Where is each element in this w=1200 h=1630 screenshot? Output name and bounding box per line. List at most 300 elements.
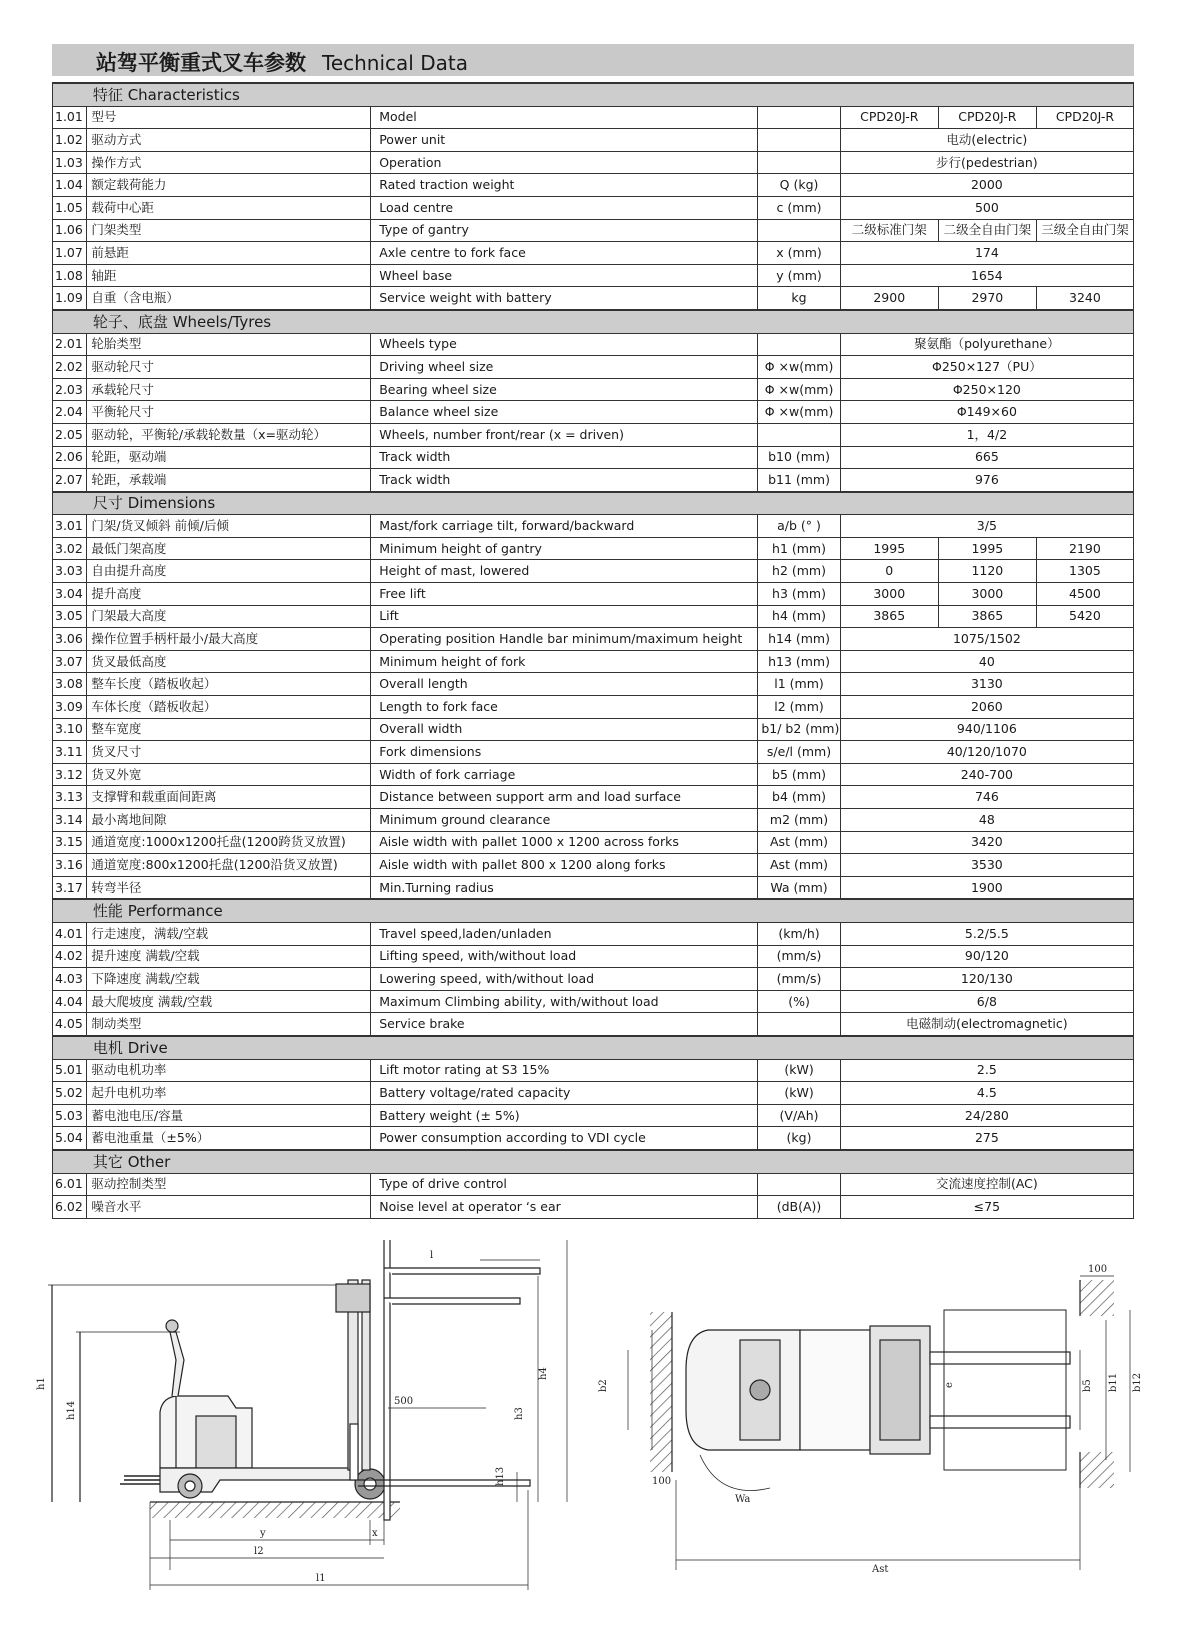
row-label-zh: 操作位置手柄杆最小/最大高度 bbox=[87, 628, 371, 651]
table-row bbox=[53, 1013, 1134, 1036]
row-value: CPD20J-R bbox=[938, 106, 1036, 129]
row-label-zh: 驱动控制类型 bbox=[87, 1173, 371, 1196]
table-row bbox=[53, 876, 1134, 899]
row-label-zh: 驱动轮，平衡轮/承载轮数量（x=驱动轮） bbox=[87, 423, 371, 446]
row-unit: b1/ b2 (mm) bbox=[758, 718, 840, 741]
row-number: 1.04 bbox=[53, 174, 87, 197]
row-number: 1.06 bbox=[53, 219, 87, 242]
row-label-en: Bearing wheel size bbox=[371, 378, 758, 401]
spec-table bbox=[52, 82, 1134, 1219]
row-number: 3.15 bbox=[53, 831, 87, 854]
row-label-en: Wheels type bbox=[371, 333, 758, 356]
row-unit bbox=[758, 219, 840, 242]
section-spacer bbox=[53, 1150, 87, 1173]
row-label-en: Balance wheel size bbox=[371, 401, 758, 424]
row-number: 3.02 bbox=[53, 537, 87, 560]
row-number: 1.02 bbox=[53, 129, 87, 152]
row-unit: (dB(A)) bbox=[758, 1196, 840, 1219]
row-value: 40/120/1070 bbox=[840, 741, 1133, 764]
row-unit: m2 (mm) bbox=[758, 809, 840, 832]
row-value: 940/1106 bbox=[840, 718, 1133, 741]
row-number: 3.14 bbox=[53, 809, 87, 832]
row-unit bbox=[758, 106, 840, 129]
row-label-zh: 平衡轮尺寸 bbox=[87, 401, 371, 424]
row-number: 2.03 bbox=[53, 378, 87, 401]
row-label-zh: 门架类型 bbox=[87, 219, 371, 242]
row-label-zh: 货叉外宽 bbox=[87, 763, 371, 786]
table-row bbox=[53, 696, 1134, 719]
row-unit: (kg) bbox=[758, 1127, 840, 1150]
row-unit bbox=[758, 423, 840, 446]
row-label-en: Axle centre to fork face bbox=[371, 242, 758, 265]
row-label-zh: 货叉尺寸 bbox=[87, 741, 371, 764]
table-row bbox=[53, 129, 1134, 152]
row-unit: Ast (mm) bbox=[758, 831, 840, 854]
row-label-en: Operation bbox=[371, 151, 758, 174]
table-row bbox=[53, 628, 1134, 651]
row-label-zh: 提升速度 满载/空载 bbox=[87, 945, 371, 968]
table-row bbox=[53, 242, 1134, 265]
table-row bbox=[53, 945, 1134, 968]
row-value: 3530 bbox=[840, 854, 1133, 877]
row-label-zh: 额定载荷能力 bbox=[87, 174, 371, 197]
row-value: 2060 bbox=[840, 696, 1133, 719]
row-number: 4.04 bbox=[53, 990, 87, 1013]
row-label-en: Track width bbox=[371, 446, 758, 469]
table-row bbox=[53, 401, 1134, 424]
row-value: 746 bbox=[840, 786, 1133, 809]
row-label-zh: 起升电机功率 bbox=[87, 1082, 371, 1105]
row-label-en: Travel speed,laden/unladen bbox=[371, 922, 758, 945]
section-header bbox=[53, 1036, 1134, 1059]
table-row bbox=[53, 922, 1134, 945]
section-title: 电机 Drive bbox=[87, 1036, 1134, 1059]
row-value: 3000 bbox=[840, 583, 938, 606]
row-unit: (km/h) bbox=[758, 922, 840, 945]
top-dimension-label: b2 bbox=[598, 1379, 609, 1392]
row-value: ≤75 bbox=[840, 1196, 1133, 1219]
row-label-zh: 轮距，驱动端 bbox=[87, 446, 371, 469]
top-dimension-label: Wa bbox=[735, 1494, 751, 1505]
row-unit: h2 (mm) bbox=[758, 560, 840, 583]
top-dimension-label: b12 bbox=[1132, 1372, 1143, 1392]
row-unit: h4 (mm) bbox=[758, 605, 840, 628]
table-row bbox=[53, 1127, 1134, 1150]
row-value: 3000 bbox=[938, 583, 1036, 606]
top-view-drawing bbox=[598, 1264, 1143, 1575]
row-value: 3240 bbox=[1036, 287, 1133, 310]
table-row bbox=[53, 1059, 1134, 1082]
section-spacer bbox=[53, 492, 87, 515]
row-value: 1654 bbox=[840, 264, 1133, 287]
row-value: 275 bbox=[840, 1127, 1133, 1150]
row-unit: (kW) bbox=[758, 1059, 840, 1082]
section-spacer bbox=[53, 83, 87, 106]
row-label-zh: 行走速度，满载/空载 bbox=[87, 922, 371, 945]
row-number: 5.02 bbox=[53, 1082, 87, 1105]
row-number: 5.04 bbox=[53, 1127, 87, 1150]
table-row bbox=[53, 219, 1134, 242]
row-label-zh: 前悬距 bbox=[87, 242, 371, 265]
table-row bbox=[53, 106, 1134, 129]
row-value: 5.2/5.5 bbox=[840, 922, 1133, 945]
table-row bbox=[53, 515, 1134, 538]
row-label-zh: 承载轮尺寸 bbox=[87, 378, 371, 401]
table-row bbox=[53, 831, 1134, 854]
row-unit: b10 (mm) bbox=[758, 446, 840, 469]
row-unit: b11 (mm) bbox=[758, 469, 840, 492]
section-title: 轮子、底盘 Wheels/Tyres bbox=[87, 310, 1134, 333]
row-value: 976 bbox=[840, 469, 1133, 492]
side-dimension-label: h14 bbox=[66, 1400, 77, 1420]
table-row bbox=[53, 378, 1134, 401]
row-unit bbox=[758, 333, 840, 356]
row-label-en: Width of fork carriage bbox=[371, 763, 758, 786]
side-dimension-label: l bbox=[430, 1250, 434, 1261]
row-label-en: Power consumption according to VDI cycle bbox=[371, 1127, 758, 1150]
table-row bbox=[53, 151, 1134, 174]
section-header bbox=[53, 310, 1134, 333]
row-label-en: Height of mast, lowered bbox=[371, 560, 758, 583]
row-label-en: Service weight with battery bbox=[371, 287, 758, 310]
row-number: 3.16 bbox=[53, 854, 87, 877]
row-number: 4.01 bbox=[53, 922, 87, 945]
row-value: 1，4/2 bbox=[840, 423, 1133, 446]
row-value: 2190 bbox=[1036, 537, 1133, 560]
row-number: 3.04 bbox=[53, 583, 87, 606]
row-unit: (V/Ah) bbox=[758, 1104, 840, 1127]
row-unit: h13 (mm) bbox=[758, 650, 840, 673]
row-value: 1305 bbox=[1036, 560, 1133, 583]
row-unit: x (mm) bbox=[758, 242, 840, 265]
row-value: 2.5 bbox=[840, 1059, 1133, 1082]
section-title: 尺寸 Dimensions bbox=[87, 492, 1134, 515]
row-unit: Φ ×w(mm) bbox=[758, 356, 840, 379]
side-dimension-label: l1 bbox=[316, 1573, 326, 1584]
row-label-zh: 提升高度 bbox=[87, 583, 371, 606]
row-number: 2.02 bbox=[53, 356, 87, 379]
row-value: 120/130 bbox=[840, 968, 1133, 991]
row-label-en: Mast/fork carriage tilt, forward/backward bbox=[371, 515, 758, 538]
row-number: 3.06 bbox=[53, 628, 87, 651]
row-label-en: Model bbox=[371, 106, 758, 129]
section-header bbox=[53, 1150, 1134, 1173]
table-row bbox=[53, 990, 1134, 1013]
row-value: 3865 bbox=[840, 605, 938, 628]
row-value: 聚氨酯（polyurethane） bbox=[840, 333, 1133, 356]
section-spacer bbox=[53, 1036, 87, 1059]
table-row bbox=[53, 537, 1134, 560]
table-row bbox=[53, 1082, 1134, 1105]
table-row bbox=[53, 650, 1134, 673]
row-unit bbox=[758, 129, 840, 152]
section-title: 性能 Performance bbox=[87, 899, 1134, 922]
row-value: 3420 bbox=[840, 831, 1133, 854]
row-unit: Wa (mm) bbox=[758, 876, 840, 899]
row-value: 3/5 bbox=[840, 515, 1133, 538]
row-value: 665 bbox=[840, 446, 1133, 469]
row-value: 2900 bbox=[840, 287, 938, 310]
row-value: 3130 bbox=[840, 673, 1133, 696]
row-value: 1995 bbox=[840, 537, 938, 560]
row-label-zh: 自重（含电瓶） bbox=[87, 287, 371, 310]
row-value: 1995 bbox=[938, 537, 1036, 560]
row-label-en: Wheels, number front/rear (x = driven) bbox=[371, 423, 758, 446]
table-row bbox=[53, 673, 1134, 696]
row-number: 4.05 bbox=[53, 1013, 87, 1036]
row-label-en: Free lift bbox=[371, 583, 758, 606]
table-row bbox=[53, 174, 1134, 197]
row-label-zh: 轮胎类型 bbox=[87, 333, 371, 356]
row-unit: kg bbox=[758, 287, 840, 310]
row-number: 2.04 bbox=[53, 401, 87, 424]
drawings bbox=[0, 1240, 1200, 1630]
row-unit: Q (kg) bbox=[758, 174, 840, 197]
row-value: 交流速度控制(AC) bbox=[840, 1173, 1133, 1196]
row-number: 1.07 bbox=[53, 242, 87, 265]
row-label-zh: 通道宽度:800x1200托盘(1200沿货叉放置) bbox=[87, 854, 371, 877]
top-dimension-label: e bbox=[944, 1382, 955, 1388]
row-label-zh: 整车长度（踏板收起） bbox=[87, 673, 371, 696]
row-value: 24/280 bbox=[840, 1104, 1133, 1127]
row-value: 二级标准门架 bbox=[840, 219, 938, 242]
row-value: 500 bbox=[840, 196, 1133, 219]
row-label-zh: 最小离地间隙 bbox=[87, 809, 371, 832]
row-label-zh: 整车宽度 bbox=[87, 718, 371, 741]
row-number: 3.07 bbox=[53, 650, 87, 673]
table-row bbox=[53, 423, 1134, 446]
row-unit bbox=[758, 1173, 840, 1196]
row-number: 3.09 bbox=[53, 696, 87, 719]
row-label-en: Rated traction weight bbox=[371, 174, 758, 197]
row-value: 240-700 bbox=[840, 763, 1133, 786]
row-number: 3.08 bbox=[53, 673, 87, 696]
row-label-en: Aisle width with pallet 1000 x 1200 across forks bbox=[371, 831, 758, 854]
row-label-zh: 最低门架高度 bbox=[87, 537, 371, 560]
title-en: Technical Data bbox=[322, 51, 468, 75]
row-number: 1.01 bbox=[53, 106, 87, 129]
table-row bbox=[53, 287, 1134, 310]
side-dimension-label: y bbox=[260, 1528, 266, 1539]
row-label-zh: 转弯半径 bbox=[87, 876, 371, 899]
row-label-zh: 支撑臂和载重面间距离 bbox=[87, 786, 371, 809]
row-number: 6.01 bbox=[53, 1173, 87, 1196]
row-label-en: Lowering speed, with/without load bbox=[371, 968, 758, 991]
row-label-en: Battery weight (± 5%) bbox=[371, 1104, 758, 1127]
top-dimension-label: 100 bbox=[652, 1476, 672, 1487]
table-row bbox=[53, 446, 1134, 469]
row-unit: (kW) bbox=[758, 1082, 840, 1105]
row-number: 2.01 bbox=[53, 333, 87, 356]
section-header bbox=[53, 492, 1134, 515]
row-unit: l1 (mm) bbox=[758, 673, 840, 696]
row-unit: (mm/s) bbox=[758, 968, 840, 991]
row-label-en: Minimum height of fork bbox=[371, 650, 758, 673]
row-label-en: Lift bbox=[371, 605, 758, 628]
title-banner bbox=[52, 44, 1134, 76]
table-row bbox=[53, 333, 1134, 356]
section-title: 特征 Characteristics bbox=[87, 83, 1134, 106]
table-row bbox=[53, 560, 1134, 583]
row-label-zh: 门架/货叉倾斜 前倾/后倾 bbox=[87, 515, 371, 538]
section-spacer bbox=[53, 899, 87, 922]
row-value: Φ250×120 bbox=[840, 378, 1133, 401]
row-unit: l2 (mm) bbox=[758, 696, 840, 719]
row-label-en: Minimum ground clearance bbox=[371, 809, 758, 832]
row-number: 5.01 bbox=[53, 1059, 87, 1082]
row-value: 电动(electric) bbox=[840, 129, 1133, 152]
section-header bbox=[53, 83, 1134, 106]
side-dimension-label: 500 bbox=[394, 1396, 414, 1407]
row-label-en: Overall width bbox=[371, 718, 758, 741]
side-dimension-label: l2 bbox=[254, 1546, 264, 1557]
table-row bbox=[53, 786, 1134, 809]
top-dimension-label: Ast bbox=[872, 1564, 889, 1575]
row-value: 48 bbox=[840, 809, 1133, 832]
row-number: 2.06 bbox=[53, 446, 87, 469]
row-unit: Ast (mm) bbox=[758, 854, 840, 877]
row-value: 4500 bbox=[1036, 583, 1133, 606]
table-row bbox=[53, 583, 1134, 606]
row-unit: Φ ×w(mm) bbox=[758, 401, 840, 424]
row-value: 2970 bbox=[938, 287, 1036, 310]
row-value: 5420 bbox=[1036, 605, 1133, 628]
row-number: 4.02 bbox=[53, 945, 87, 968]
row-value: 2000 bbox=[840, 174, 1133, 197]
row-label-zh: 制动类型 bbox=[87, 1013, 371, 1036]
row-label-zh: 载荷中心距 bbox=[87, 196, 371, 219]
table-row bbox=[53, 809, 1134, 832]
row-value: 步行(pedestrian) bbox=[840, 151, 1133, 174]
row-label-zh: 驱动电机功率 bbox=[87, 1059, 371, 1082]
row-label-zh: 蓄电池重量（±5%） bbox=[87, 1127, 371, 1150]
row-number: 3.05 bbox=[53, 605, 87, 628]
row-number: 3.03 bbox=[53, 560, 87, 583]
side-dimension-label: h13 bbox=[495, 1466, 506, 1486]
row-number: 3.17 bbox=[53, 876, 87, 899]
row-value: 40 bbox=[840, 650, 1133, 673]
row-label-en: Maximum Climbing ability, with/without load bbox=[371, 990, 758, 1013]
row-unit: a/b (° ) bbox=[758, 515, 840, 538]
side-dimension-label: h3 bbox=[514, 1407, 525, 1420]
row-label-zh: 货叉最低高度 bbox=[87, 650, 371, 673]
row-label-zh: 通道宽度:1000x1200托盘(1200跨货叉放置) bbox=[87, 831, 371, 854]
row-value: 三级全自由门架 bbox=[1036, 219, 1133, 242]
row-label-en: Distance between support arm and load surface bbox=[371, 786, 758, 809]
top-dimension-label: b11 bbox=[1108, 1372, 1119, 1392]
row-unit: c (mm) bbox=[758, 196, 840, 219]
row-number: 3.01 bbox=[53, 515, 87, 538]
row-unit: s/e/l (mm) bbox=[758, 741, 840, 764]
side-dimension-label: h1 bbox=[36, 1377, 47, 1390]
row-value: CPD20J-R bbox=[840, 106, 938, 129]
table-row bbox=[53, 741, 1134, 764]
side-dimension-label: x bbox=[372, 1528, 378, 1539]
row-value: 0 bbox=[840, 560, 938, 583]
table-row bbox=[53, 718, 1134, 741]
row-unit: h3 (mm) bbox=[758, 583, 840, 606]
row-label-en: Wheel base bbox=[371, 264, 758, 287]
row-unit: (mm/s) bbox=[758, 945, 840, 968]
row-value: Φ149×60 bbox=[840, 401, 1133, 424]
row-label-zh: 车体长度（踏板收起） bbox=[87, 696, 371, 719]
row-label-en: Operating position Handle bar minimum/maximum height bbox=[371, 628, 758, 651]
table-row bbox=[53, 605, 1134, 628]
row-number: 3.11 bbox=[53, 741, 87, 764]
row-label-en: Overall length bbox=[371, 673, 758, 696]
row-label-en: Fork dimensions bbox=[371, 741, 758, 764]
row-label-en: Driving wheel size bbox=[371, 356, 758, 379]
table-row bbox=[53, 1196, 1134, 1219]
row-label-zh: 驱动方式 bbox=[87, 129, 371, 152]
row-value: 174 bbox=[840, 242, 1133, 265]
table-row bbox=[53, 854, 1134, 877]
row-label-zh: 门架最大高度 bbox=[87, 605, 371, 628]
table-row bbox=[53, 469, 1134, 492]
row-number: 6.02 bbox=[53, 1196, 87, 1219]
row-unit: b4 (mm) bbox=[758, 786, 840, 809]
side-view-drawing bbox=[36, 1240, 567, 1590]
row-number: 4.03 bbox=[53, 968, 87, 991]
row-number: 1.08 bbox=[53, 264, 87, 287]
row-label-en: Length to fork face bbox=[371, 696, 758, 719]
top-dimension-label: 100 bbox=[1088, 1264, 1108, 1275]
row-label-en: Track width bbox=[371, 469, 758, 492]
row-label-en: Lifting speed, with/without load bbox=[371, 945, 758, 968]
table-row bbox=[53, 264, 1134, 287]
table-row bbox=[53, 968, 1134, 991]
row-value: 二级全自由门架 bbox=[938, 219, 1036, 242]
top-dimension-label: b5 bbox=[1082, 1379, 1093, 1392]
row-label-en: Minimum height of gantry bbox=[371, 537, 758, 560]
side-dimension-label: h4 bbox=[538, 1367, 549, 1380]
row-number: 1.09 bbox=[53, 287, 87, 310]
row-unit: (%) bbox=[758, 990, 840, 1013]
row-label-zh: 型号 bbox=[87, 106, 371, 129]
row-number: 2.07 bbox=[53, 469, 87, 492]
row-label-en: Battery voltage/rated capacity bbox=[371, 1082, 758, 1105]
row-unit: b5 (mm) bbox=[758, 763, 840, 786]
row-unit: Φ ×w(mm) bbox=[758, 378, 840, 401]
row-value: 4.5 bbox=[840, 1082, 1133, 1105]
row-value: 6/8 bbox=[840, 990, 1133, 1013]
table-row bbox=[53, 356, 1134, 379]
row-label-en: Noise level at operator ‘s ear bbox=[371, 1196, 758, 1219]
section-spacer bbox=[53, 310, 87, 333]
row-label-en: Power unit bbox=[371, 129, 758, 152]
row-value: 1900 bbox=[840, 876, 1133, 899]
title-zh: 站驾平衡重式叉车参数 bbox=[96, 51, 306, 75]
section-header bbox=[53, 899, 1134, 922]
row-number: 2.05 bbox=[53, 423, 87, 446]
table-row bbox=[53, 1173, 1134, 1196]
row-unit bbox=[758, 1013, 840, 1036]
row-label-zh: 操作方式 bbox=[87, 151, 371, 174]
row-value: CPD20J-R bbox=[1036, 106, 1133, 129]
row-label-en: Lift motor rating at S3 15% bbox=[371, 1059, 758, 1082]
row-value: 1075/1502 bbox=[840, 628, 1133, 651]
row-label-en: Min.Turning radius bbox=[371, 876, 758, 899]
row-label-zh: 蓄电池电压/容量 bbox=[87, 1104, 371, 1127]
row-value: Φ250×127（PU） bbox=[840, 356, 1133, 379]
row-label-zh: 噪音水平 bbox=[87, 1196, 371, 1219]
row-label-zh: 最大爬坡度 满载/空载 bbox=[87, 990, 371, 1013]
table-row bbox=[53, 1104, 1134, 1127]
row-label-en: Aisle width with pallet 800 x 1200 along forks bbox=[371, 854, 758, 877]
row-unit: y (mm) bbox=[758, 264, 840, 287]
row-label-zh: 自由提升高度 bbox=[87, 560, 371, 583]
row-label-zh: 驱动轮尺寸 bbox=[87, 356, 371, 379]
